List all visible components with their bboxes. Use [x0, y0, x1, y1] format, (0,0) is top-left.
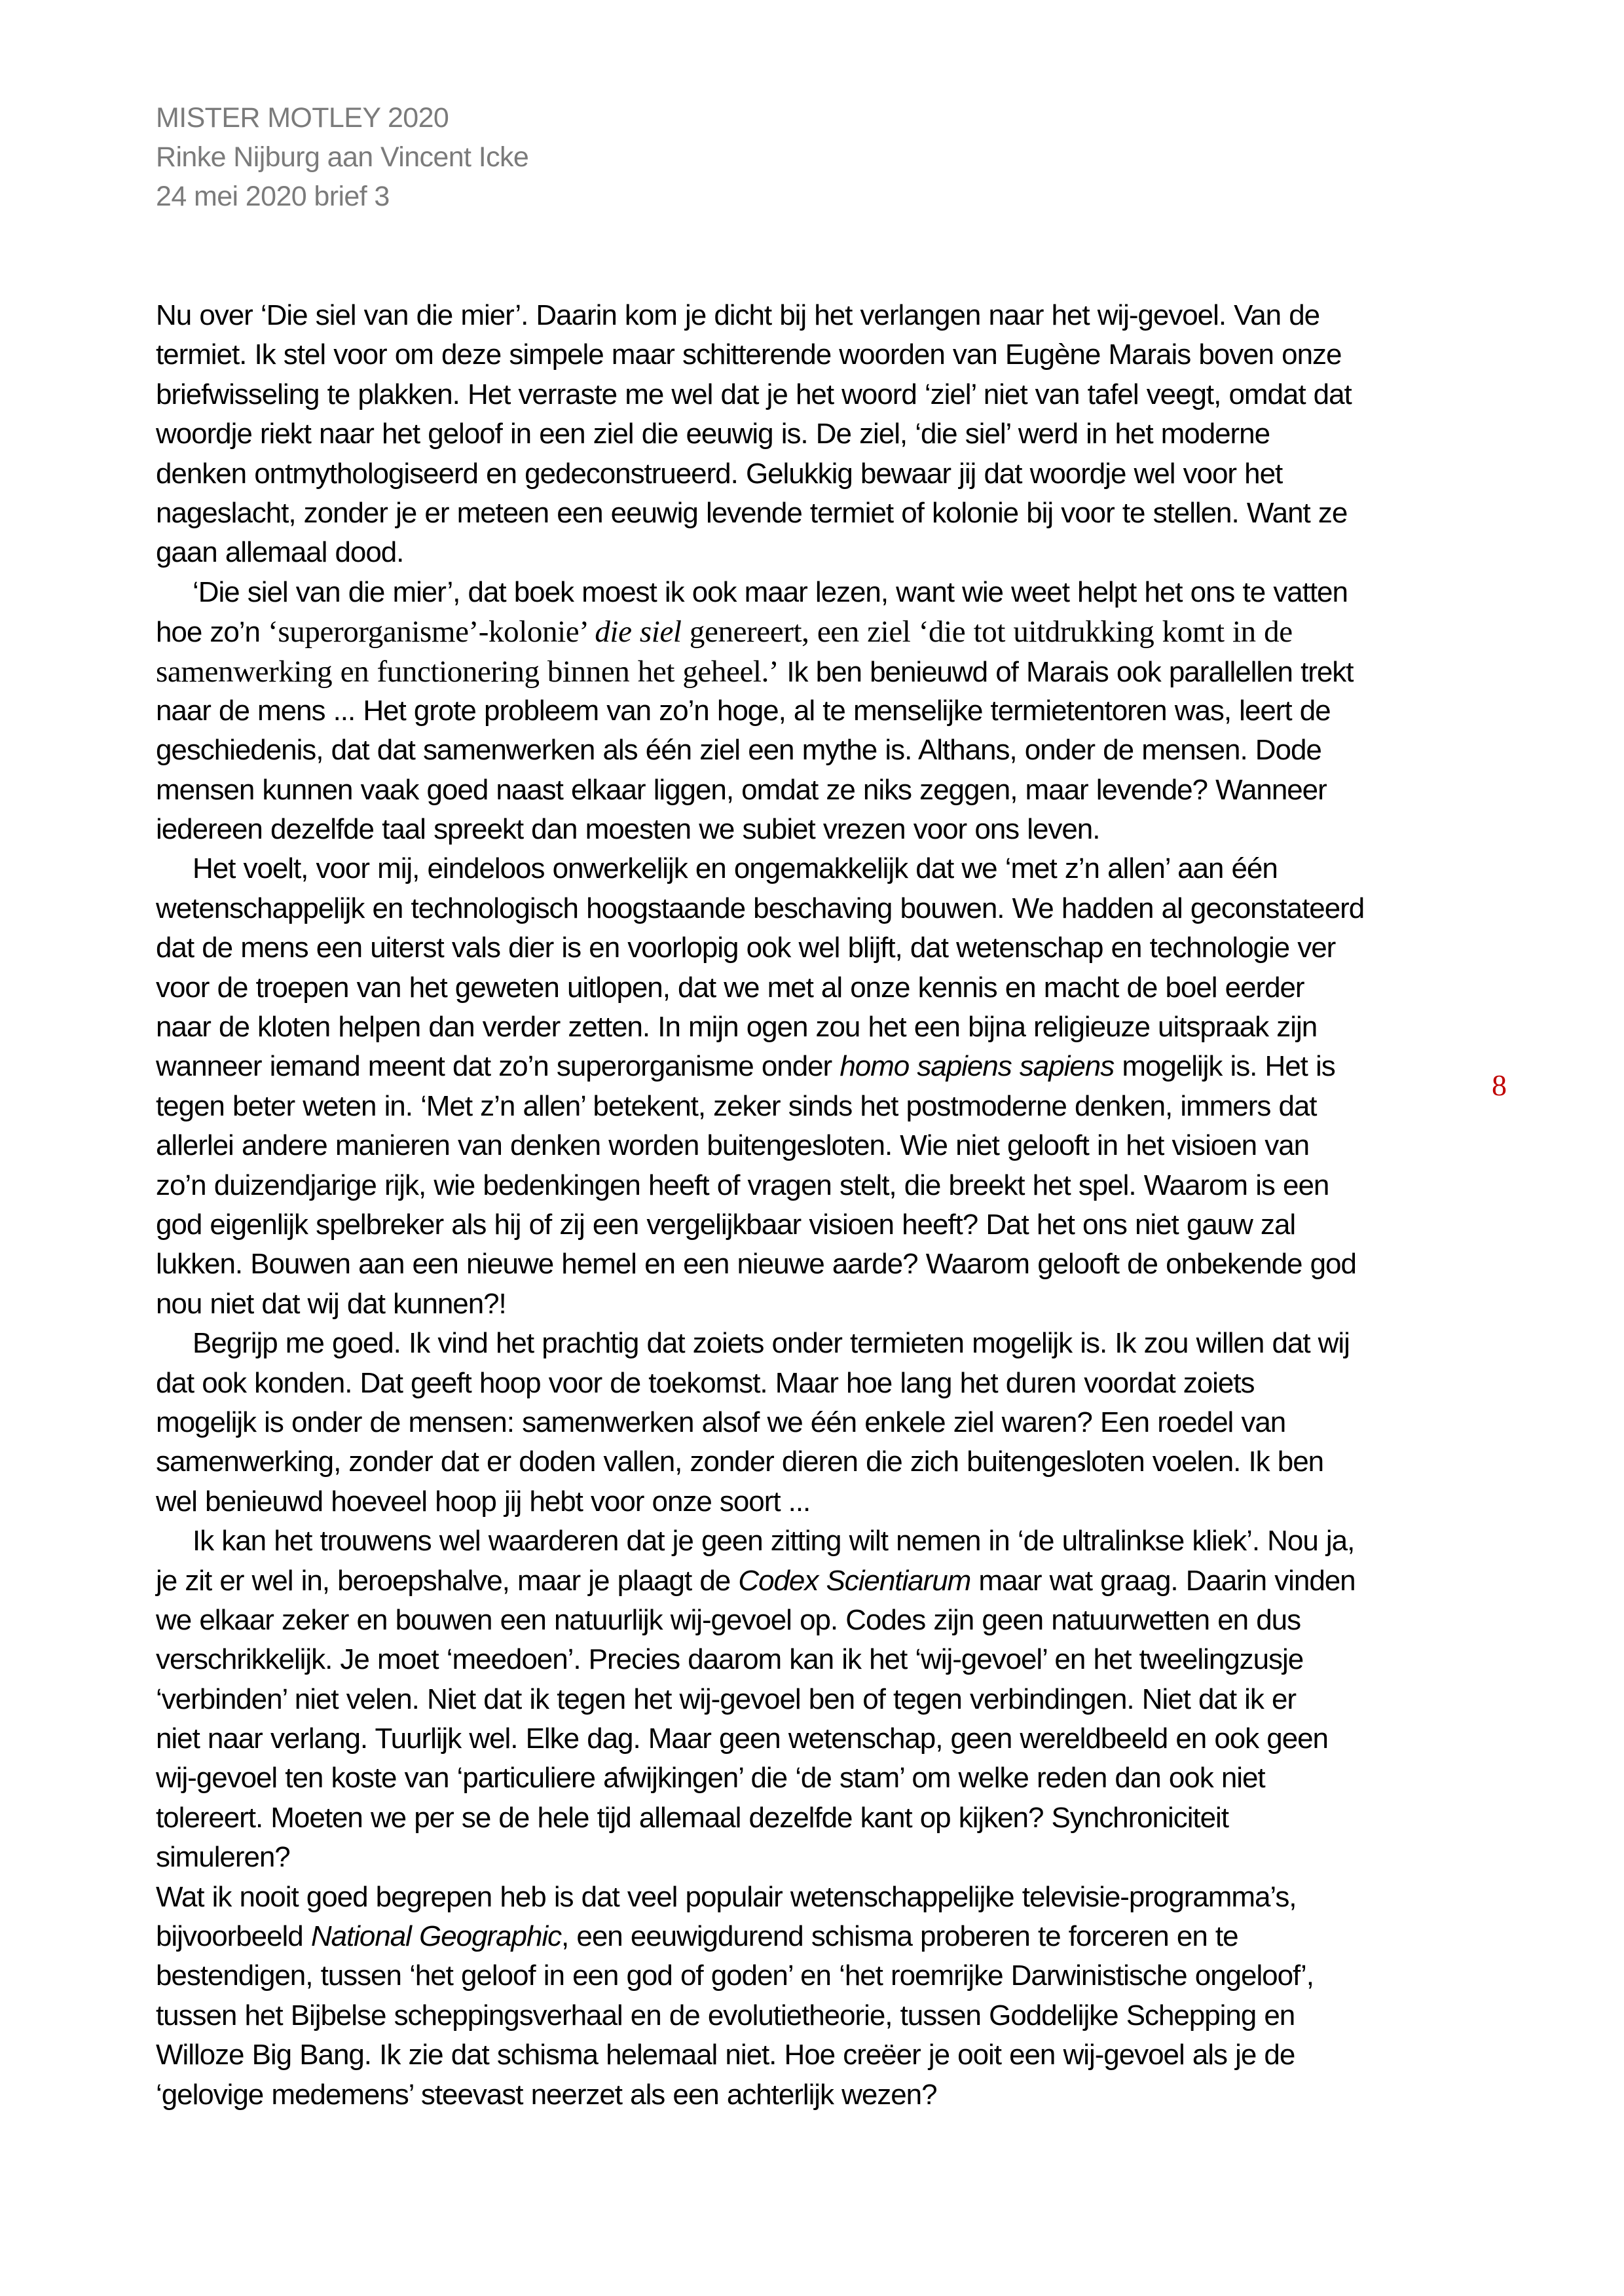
text-line: tolereert. Moeten we per se de hele tijd allemaal dezelfde kant op kijken? Synchroniciteit: [156, 1801, 1228, 1834]
text-line: [156, 1047, 1485, 1086]
text-line: dat ook konden. Dat geeft hoop voor de toekomst. Maar hoe lang het duren voordat zoiets: [156, 1366, 1255, 1399]
series-title: MISTER MOTLEY 2020: [156, 102, 449, 134]
text-line: Het voelt, voor mij, eindeloos onwerkelijk en ongemakkelijk dat we ‘met z’n allen’ aan één: [193, 852, 1278, 885]
text-run: Ik ben benieuwd of Marais ook parallellen trekt: [779, 655, 1354, 688]
text-line: niet naar verlang. Tuurlijk wel. Elke dag. Maar geen wetenschap, geen wereldbeeld en ook geen: [156, 1722, 1328, 1755]
text-line: samenwerking, zonder dat er doden vallen, zonder dieren die zich buitengesloten voelen. Ik ben: [156, 1446, 1324, 1478]
text-line: bestendigen, tussen ‘het geloof in een god of goden’ en ‘het roemrijke Darwinistische ongeloof’,: [156, 1959, 1314, 1992]
text-run: mogelijk is. Het is: [1114, 1050, 1335, 1083]
text-line: simuleren?: [156, 1841, 290, 1874]
text-line: [156, 1917, 1485, 1956]
quoted-serif-run: genereert, een ziel ‘die tot uitdrukking komt in de: [681, 615, 1293, 649]
text-run: bijvoorbeeld: [156, 1920, 311, 1953]
italic-term: homo sapiens sapiens: [840, 1050, 1115, 1083]
text-run: maar wat graag. Daarin vinden: [970, 1564, 1356, 1597]
text-line: wel benieuwd hoeveel hoop jij hebt voor onze soort ...: [156, 1485, 811, 1518]
text-line: geschiedenis, dat dat samenwerken als één ziel een mythe is. Althans, onder de mensen. Dode: [156, 734, 1321, 767]
text-line: [156, 1561, 1485, 1601]
text-line: zo’n duizendjarige rijk, wie bedenkingen heeft of vragen stelt, die breekt het spel. Waarom is een: [156, 1169, 1329, 1201]
text-line: briefwisseling te plakken. Het verraste me wel dat je het woord ‘ziel’ niet van tafel veegt, omdat dat: [156, 378, 1352, 410]
text-line: ‘verbinden’ niet velen. Niet dat ik tegen het wij-gevoel ben of tegen verbindingen. Niet dat ik er: [156, 1683, 1297, 1715]
text-line: we elkaar zeker en bouwen een natuurlijk wij-gevoel op. Codes zijn geen natuurwetten en dus: [156, 1603, 1301, 1636]
page-number: 8: [1492, 1068, 1507, 1102]
text-line: woordje riekt naar het geloof in een ziel die eeuwig is. De ziel, ‘die siel’ werd in het moderne: [156, 418, 1270, 450]
text-line: god eigenlijk spelbreker als hij of zij een vergelijkbaar visioen heeft? Dat het ons niet gauw zal: [156, 1208, 1296, 1241]
text-line: verschrikkelijk. Je moet ‘meedoen’. Precies daarom kan ik het ‘wij-gevoel’ en het tweelingzusje: [156, 1643, 1304, 1676]
text-line: ‘Die siel van die mier’, dat boek moest ik ook maar lezen, want wie weet helpt het ons te vatten: [193, 575, 1348, 608]
quoted-serif-run: ‘superorganisme’-kolonie’: [268, 615, 595, 649]
date-and-letter-number: 24 mei 2020 brief 3: [156, 181, 390, 212]
italic-term: die siel: [595, 615, 682, 649]
text-line: naar de kloten helpen dan verder zetten. In mijn ogen zou het een bijna religieuze uitspraak zijn: [156, 1011, 1318, 1044]
text-line: gaan allemaal dood.: [156, 536, 404, 569]
letter-body: [156, 296, 1485, 2115]
text-line: Ik kan het trouwens wel waarderen dat je geen zitting wilt nemen in ‘de ultralinkse kliek’. Nou ja,: [193, 1525, 1355, 1558]
text-line: termiet. Ik stel voor om deze simpele maar schitterende woorden van Eugène Marais boven onze: [156, 338, 1342, 371]
text-line: iedereen dezelfde taal spreekt dan moesten we subiet vrezen voor ons leven.: [156, 813, 1100, 846]
italic-term: Codex Scientiarum: [738, 1564, 971, 1597]
text-run: je zit er wel in, beroepshalve, maar je plaagt de: [156, 1564, 739, 1597]
text-line: lukken. Bouwen aan een nieuwe hemel en een nieuwe aarde? Waarom gelooft de onbekende god: [156, 1248, 1356, 1281]
text-line: Nu over ‘Die siel van die mier’. Daarin kom je dicht bij het verlangen naar het wij-gevoel. Van de: [156, 299, 1320, 331]
letter-header: [156, 98, 528, 216]
text-line: dat de mens een uiterst vals dier is en voorlopig ook wel blijft, dat wetenschap en technologie ver: [156, 932, 1336, 964]
text-line: wetenschappelijk en technologisch hoogstaande beschaving bouwen. We hadden al geconstateerd: [156, 892, 1365, 924]
text-line: naar de mens ... Het grote probleem van zo’n hoge, al te menselijke termietentoren was, leert de: [156, 694, 1331, 727]
text-line: tussen het Bijbelse scheppingsverhaal en de evolutietheorie, tussen Goddelijke Schepping en: [156, 1999, 1295, 2032]
text-line: Begrijp me goed. Ik vind het prachtig dat zoiets onder termieten mogelijk is. Ik zou willen dat wij: [193, 1327, 1350, 1360]
text-line: Wat ik nooit goed begrepen heb is dat veel populair wetenschappelijke televisie-programma’s,: [156, 1880, 1297, 1913]
italic-term: National Geographic: [310, 1920, 562, 1953]
text-line: [156, 612, 1485, 651]
text-run: , een eeuwigdurend schisma proberen te forceren en te: [561, 1920, 1238, 1953]
text-line: denken ontmythologiseerd en gedeconstrueerd. Gelukkig bewaar jij dat woordje wel voor het: [156, 457, 1283, 490]
text-line: mensen kunnen vaak goed naast elkaar liggen, omdat ze niks zeggen, maar levende? Wanneer: [156, 773, 1327, 806]
text-line: ‘gelovige medemens’ steevast neerzet als een achterlijk wezen?: [156, 2078, 937, 2111]
text-run: wanneer iemand meent dat zo’n superorganisme onder: [156, 1050, 840, 1083]
text-line: tegen beter weten in. ‘Met z’n allen’ betekent, zeker sinds het postmoderne denken, immers dat: [156, 1089, 1317, 1122]
text-run: hoe zo’n: [156, 616, 268, 649]
correspondents: Rinke Nijburg aan Vincent Icke: [156, 141, 529, 173]
quoted-serif-run: samenwerking en functionering binnen het geheel.’: [156, 654, 779, 689]
text-line: nageslacht, zonder je er meteen een eeuwig levende termiet of kolonie bij voor te stellen. Want ze: [156, 496, 1348, 529]
text-line: wij-gevoel ten koste van ‘particuliere afwijkingen’ die ‘de stam’ om welke reden dan ook niet: [156, 1762, 1265, 1795]
text-line: allerlei andere manieren van denken worden buitengesloten. Wie niet gelooft in het visioen van: [156, 1129, 1310, 1162]
text-line: mogelijk is onder de mensen: samenwerken alsof we één enkele ziel waren? Een roedel van: [156, 1406, 1286, 1438]
text-line: [156, 652, 1485, 691]
text-line: voor de troepen van het geweten uitlopen, dat we met al onze kennis en macht de boel eerder: [156, 971, 1304, 1004]
text-line: Willoze Big Bang. Ik zie dat schisma helemaal niet. Hoe creëer je ooit een wij-gevoel als je de: [156, 2039, 1295, 2071]
text-line: nou niet dat wij dat kunnen?!: [156, 1287, 506, 1320]
